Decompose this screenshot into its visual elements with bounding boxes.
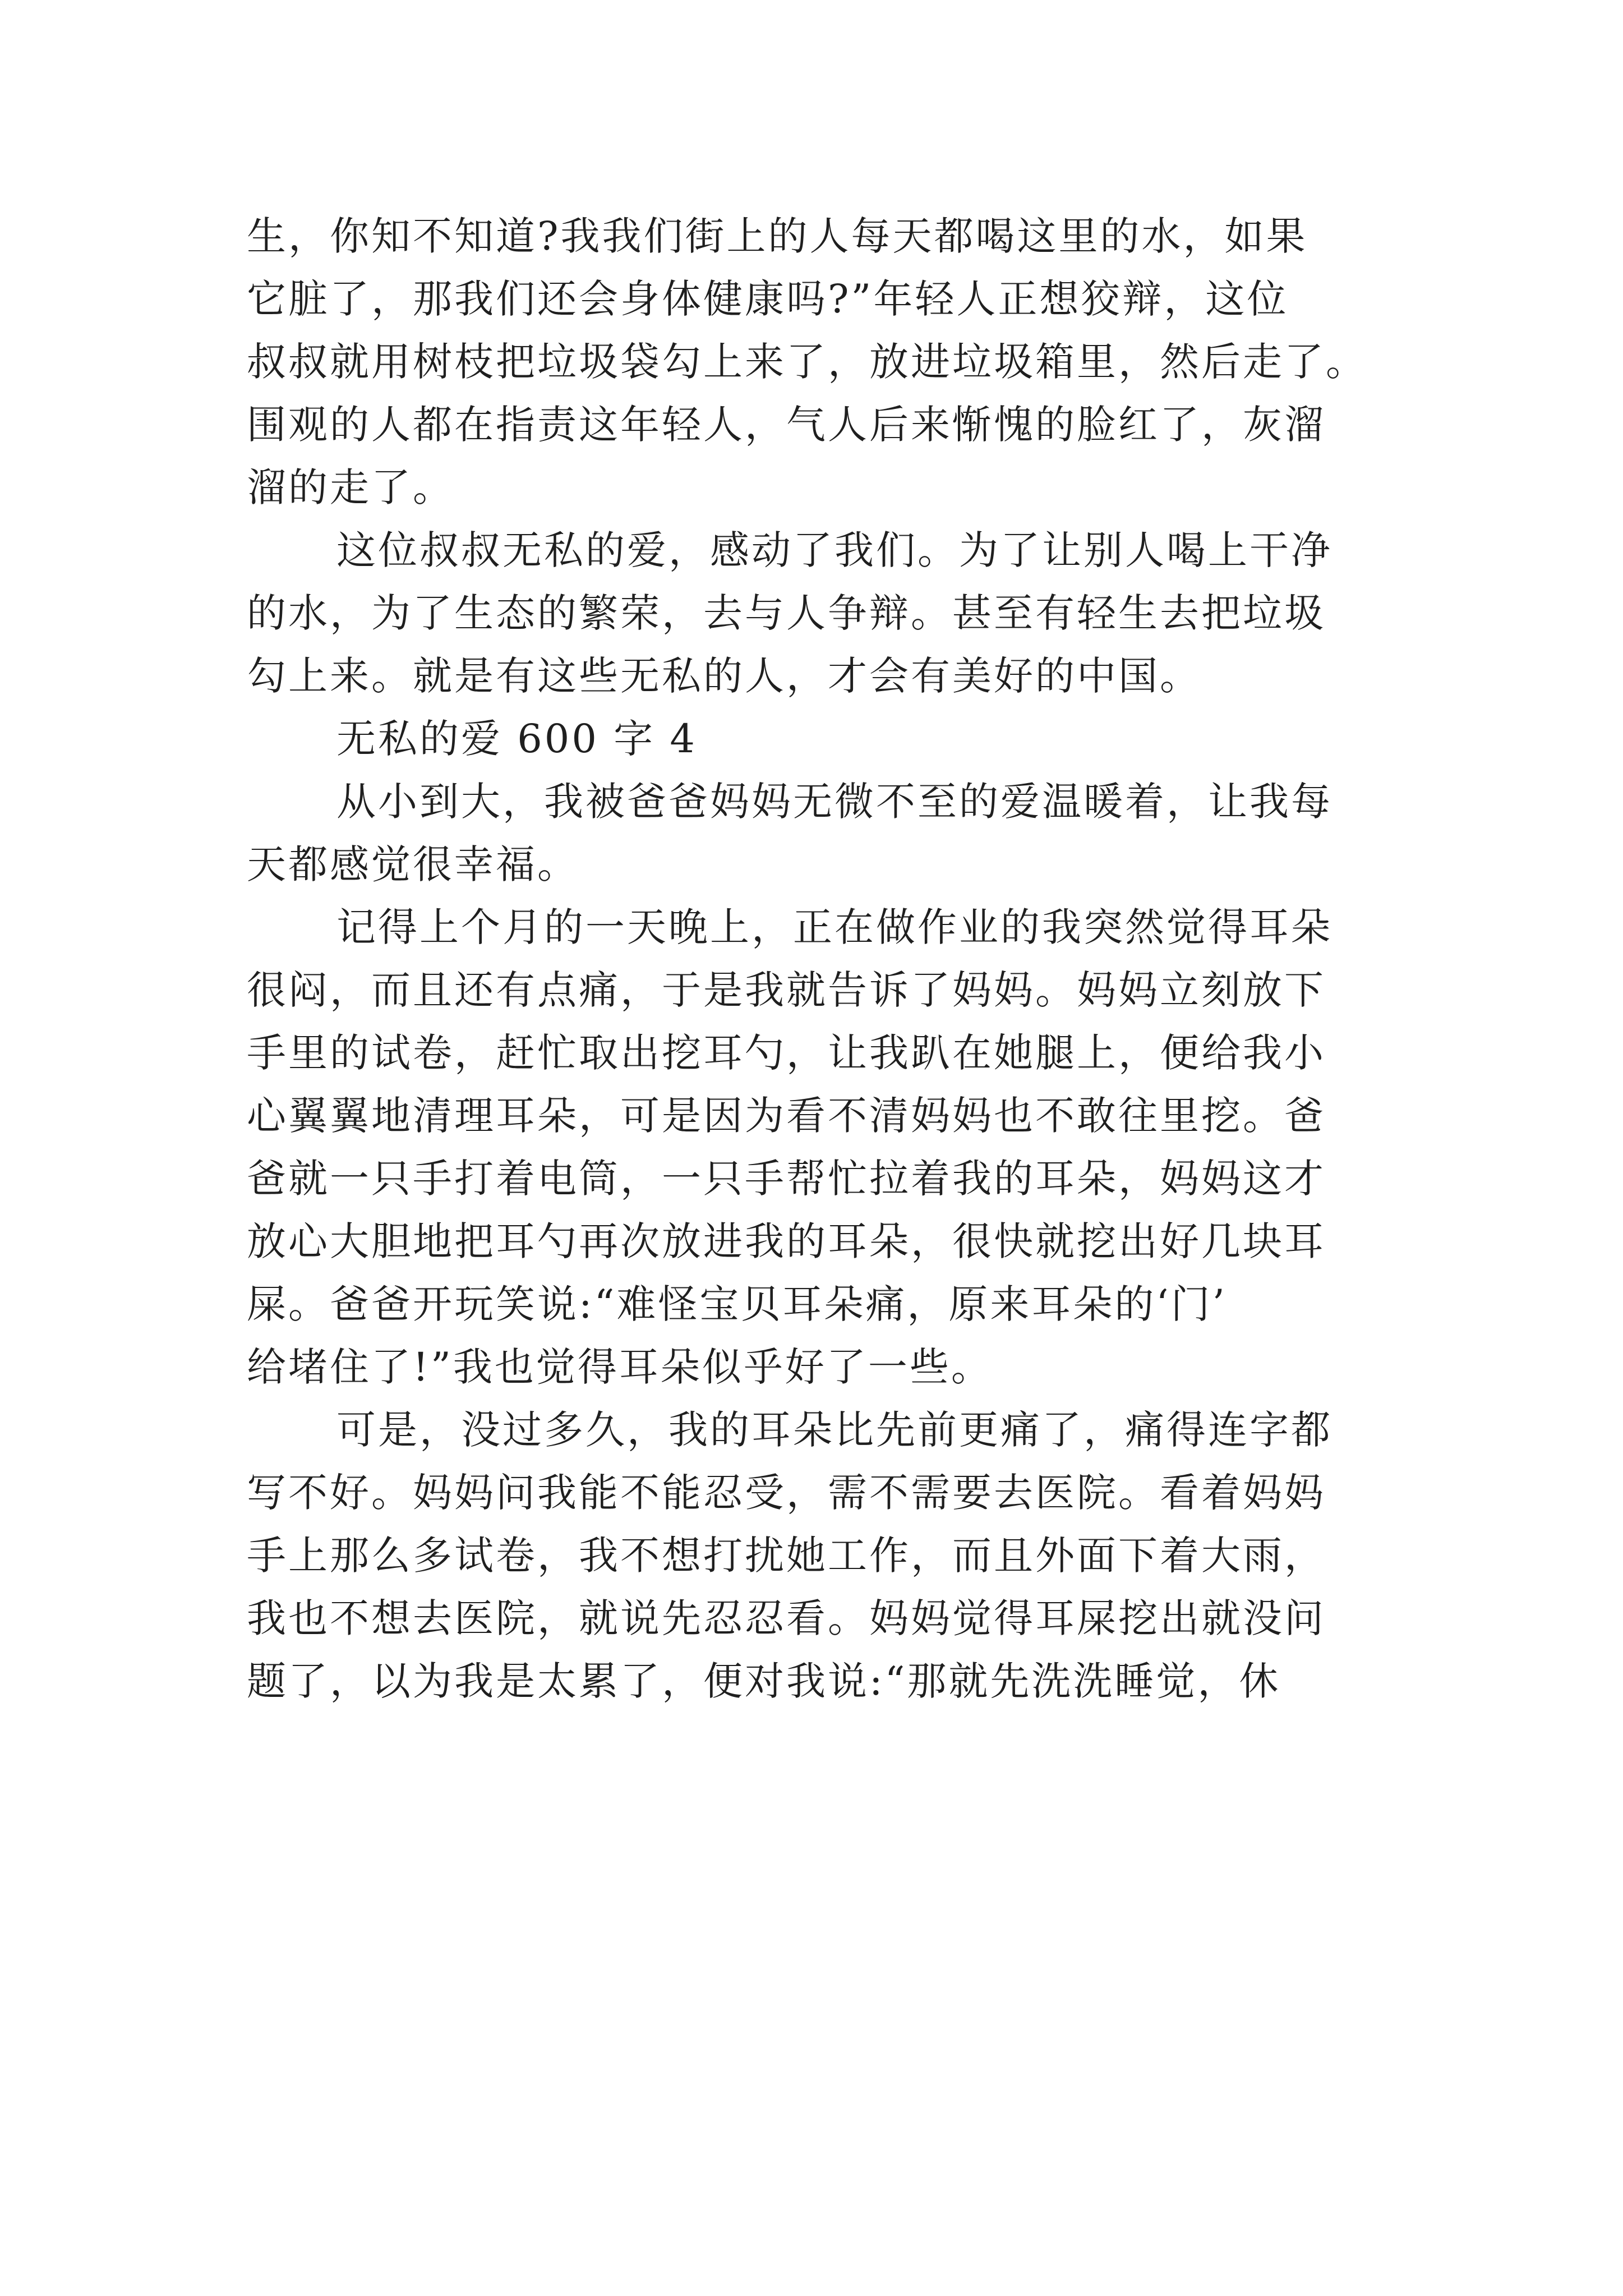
text-line: 手上那么多试卷，我不想打扰她工作，而且外面下着大雨， (247, 1533, 1326, 1579)
paragraph-first-line: 从小到大，我被爸爸妈妈无微不至的爱温暖着，让我每 (336, 779, 1332, 825)
text-line: 写不好。妈妈问我能不能忍受，需不需要去医院。看着妈妈 (247, 1470, 1326, 1516)
document-body (247, 205, 1391, 1713)
text-line: 勾上来。就是有这些无私的人，才会有美好的中国。 (247, 653, 1201, 699)
text-line: 溜的走了。 (247, 464, 454, 510)
text-line: 天都感觉很幸福。 (247, 841, 579, 887)
text-line: 围观的人都在指责这年轻人，气人后来惭愧的脸红了，灰溜 (247, 402, 1326, 448)
text-line: 爸就一只手打着电筒，一只手帮忙拉着我的耳朵，妈妈这才 (247, 1156, 1326, 1202)
text-line: 屎。爸爸开玩笑说:“难怪宝贝耳朵痛，原来耳朵的‘门’ (247, 1281, 1227, 1327)
text-line: 放心大胆地把耳勺再次放进我的耳朵，很快就挖出好几块耳 (247, 1218, 1326, 1264)
text-line: 心翼翼地清理耳朵，可是因为看不清妈妈也不敢往里挖。爸 (247, 1093, 1326, 1139)
text-line: 给堵住了!”我也觉得耳朵似乎好了一些。 (247, 1344, 993, 1390)
text-line: 叔叔就用树枝把垃圾袋勾上来了，放进垃圾箱里，然后走了。 (247, 339, 1367, 385)
text-line: 很闷，而且还有点痛，于是我就告诉了妈妈。妈妈立刻放下 (247, 967, 1326, 1013)
text-line: 的水，为了生态的繁荣，去与人争辩。甚至有轻生去把垃圾 (247, 590, 1326, 636)
paragraph-first-line: 记得上个月的一天晚上，正在做作业的我突然觉得耳朵 (336, 904, 1332, 950)
text-line: 手里的试卷，赶忙取出挖耳勺，让我趴在她腿上，便给我小 (247, 1030, 1326, 1076)
text-line: 题了，以为我是太累了，便对我说:“那就先洗洗睡觉，休 (247, 1658, 1281, 1704)
paragraph-first-line: 可是，没过多久，我的耳朵比先前更痛了，痛得连字都 (336, 1407, 1332, 1453)
text-line: 我也不想去医院，就说先忍忍看。妈妈觉得耳屎挖出就没问 (247, 1595, 1326, 1641)
paragraph-first-line: 无私的爱 600 字 4 (336, 716, 697, 762)
text-line: 生，你知不知道?我我们街上的人每天都喝这里的水，如果 (247, 213, 1308, 259)
text-line: 它脏了，那我们还会身体健康吗?”年轻人正想狡辩，这位 (247, 276, 1289, 322)
paragraph-first-line: 这位叔叔无私的爱，感动了我们。为了让别人喝上干净 (336, 527, 1332, 573)
